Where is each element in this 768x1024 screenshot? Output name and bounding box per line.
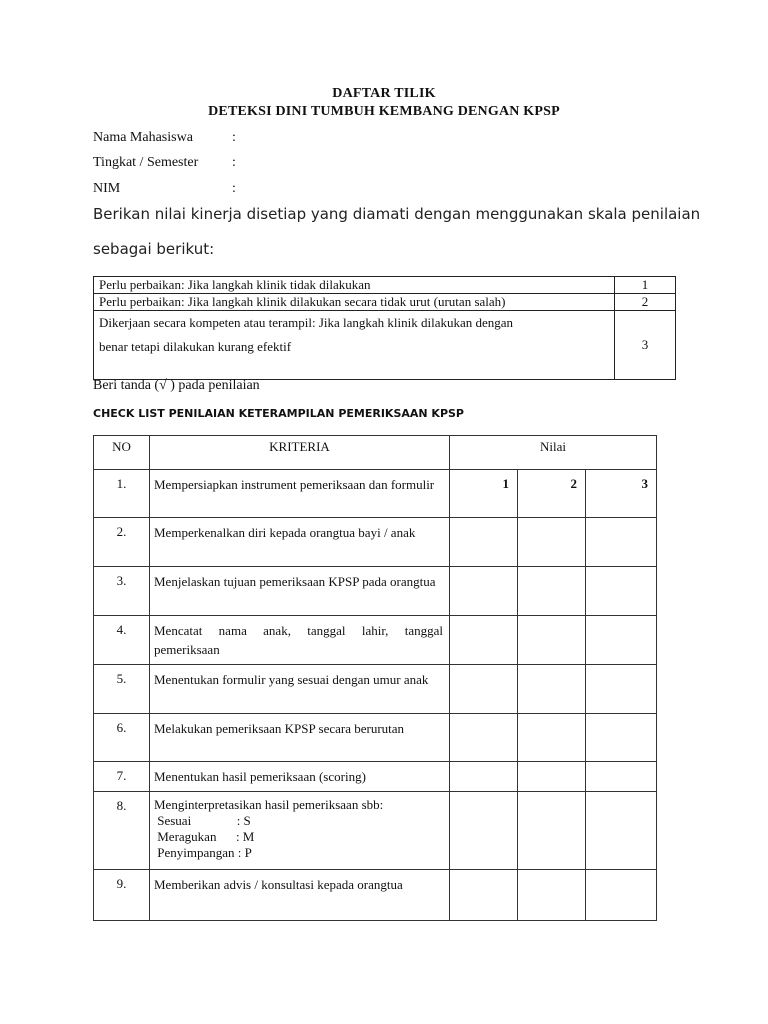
row-number: 4.: [94, 616, 150, 665]
score-cell-1[interactable]: [450, 870, 518, 921]
row-criteria: Menentukan formulir yang sesuai dengan umur anak: [150, 665, 450, 714]
field-label-tingkat: Tingkat / Semester: [93, 155, 199, 170]
scale-desc-line-2: benar tetapi dilakukan kurang efektif: [99, 339, 292, 354]
score-cell-3[interactable]: [586, 714, 657, 762]
row-criteria: Mencatat nama anak, tanggal lahir, tanggal pemeriksaan: [150, 616, 450, 665]
score-cell-2[interactable]: [518, 762, 586, 792]
score-cell-3[interactable]: [586, 567, 657, 616]
score-cell-2[interactable]: [518, 792, 586, 870]
row-criteria: [150, 792, 450, 870]
row-number: 8.: [94, 792, 150, 870]
score-cell-2[interactable]: [518, 567, 586, 616]
header-nilai: Nilai: [450, 436, 657, 470]
score-cell-1[interactable]: [450, 616, 518, 665]
row-number: 9.: [94, 870, 150, 921]
field-label-nim: NIM: [93, 181, 121, 196]
row-criteria: Menentukan hasil pemeriksaan (scoring): [150, 762, 450, 792]
checklist-title: CHECK LIST PENILAIAN KETERAMPILAN PEMERIKSAAN KPSP: [93, 407, 464, 420]
score-cell-1[interactable]: [450, 792, 518, 870]
score-cell-2[interactable]: [518, 518, 586, 567]
score-cell-1[interactable]: [450, 762, 518, 792]
document-subtitle: DETEKSI DINI TUMBUH KEMBANG DENGAN KPSP: [208, 104, 560, 119]
row-number: 1.: [94, 470, 150, 518]
document-title: DAFTAR TILIK: [332, 86, 436, 101]
row-criteria: Memberikan advis / konsultasi kepada orangtua: [150, 870, 450, 921]
intro-line-1: Berikan nilai kinerja disetiap yang diamati dengan menggunakan skala penilaian: [93, 205, 701, 223]
scale-row: [94, 294, 676, 311]
row-number: 7.: [94, 762, 150, 792]
scale-desc: [94, 311, 615, 380]
table-row: [94, 567, 657, 616]
row-criteria: Memperkenalkan diri kepada orangtua bayi / anak: [150, 518, 450, 567]
row-number: 3.: [94, 567, 150, 616]
row-criteria: Menjelaskan tujuan pemeriksaan KPSP pada orangtua: [150, 567, 450, 616]
intro-line-2: sebagai berikut:: [93, 240, 215, 258]
scale-value: 1: [615, 277, 676, 294]
criteria-line: Menginterpretasikan hasil pemeriksaan sbb:: [154, 797, 384, 812]
score-cell-3[interactable]: [586, 762, 657, 792]
scale-value: 3: [615, 311, 676, 380]
score-label-3: 3: [586, 470, 657, 518]
scale-value: 2: [615, 294, 676, 311]
criteria-line: Sesuai : S: [154, 813, 251, 828]
score-cell-2[interactable]: [518, 616, 586, 665]
criteria-line: Meragukan : M: [154, 829, 255, 844]
criteria-line: Penyimpangan : P: [154, 845, 252, 860]
table-row: [94, 714, 657, 762]
score-cell-3[interactable]: [586, 870, 657, 921]
score-cell-1[interactable]: [450, 665, 518, 714]
score-cell-3[interactable]: [586, 616, 657, 665]
table-header-row: [94, 436, 657, 470]
row-number: 6.: [94, 714, 150, 762]
row-criteria: Mempersiapkan instrument pemeriksaan dan formulir: [150, 470, 450, 518]
score-cell-2[interactable]: [518, 665, 586, 714]
header-no: NO: [94, 436, 150, 470]
score-cell-2[interactable]: [518, 870, 586, 921]
field-sep-nim: :: [232, 181, 236, 196]
score-cell-1[interactable]: [450, 567, 518, 616]
table-row: [94, 518, 657, 567]
instruction-text: Beri tanda (√ ) pada penilaian: [93, 378, 260, 393]
row-criteria: Melakukan pemeriksaan KPSP secara berurutan: [150, 714, 450, 762]
score-cell-2[interactable]: [518, 714, 586, 762]
scale-desc-line-1: Dikerjaan secara kompeten atau terampil: Jika langkah klinik dilakukan dengan: [99, 315, 514, 330]
table-row: [94, 470, 657, 518]
header-kriteria: KRITERIA: [150, 436, 450, 470]
table-row: [94, 665, 657, 714]
score-cell-3[interactable]: [586, 518, 657, 567]
scale-row: [94, 277, 676, 294]
score-label-2: 2: [518, 470, 586, 518]
field-sep-tingkat: :: [232, 155, 236, 170]
field-sep-nama: :: [232, 130, 236, 145]
score-cell-3[interactable]: [586, 665, 657, 714]
field-label-nama: Nama Mahasiswa: [93, 130, 193, 145]
checklist-table: [93, 435, 657, 921]
scale-row: [94, 311, 676, 380]
scale-desc: Perlu perbaikan: Jika langkah klinik tidak dilakukan: [94, 277, 615, 294]
score-cell-1[interactable]: [450, 518, 518, 567]
row-number: 2.: [94, 518, 150, 567]
table-row: [94, 792, 657, 870]
rating-scale-table: [93, 276, 676, 380]
score-cell-1[interactable]: [450, 714, 518, 762]
table-row: [94, 616, 657, 665]
table-row: [94, 870, 657, 921]
scale-desc: Perlu perbaikan: Jika langkah klinik dilakukan secara tidak urut (urutan salah): [94, 294, 615, 311]
score-cell-3[interactable]: [586, 792, 657, 870]
table-row: [94, 762, 657, 792]
score-label-1: 1: [450, 470, 518, 518]
row-number: 5.: [94, 665, 150, 714]
